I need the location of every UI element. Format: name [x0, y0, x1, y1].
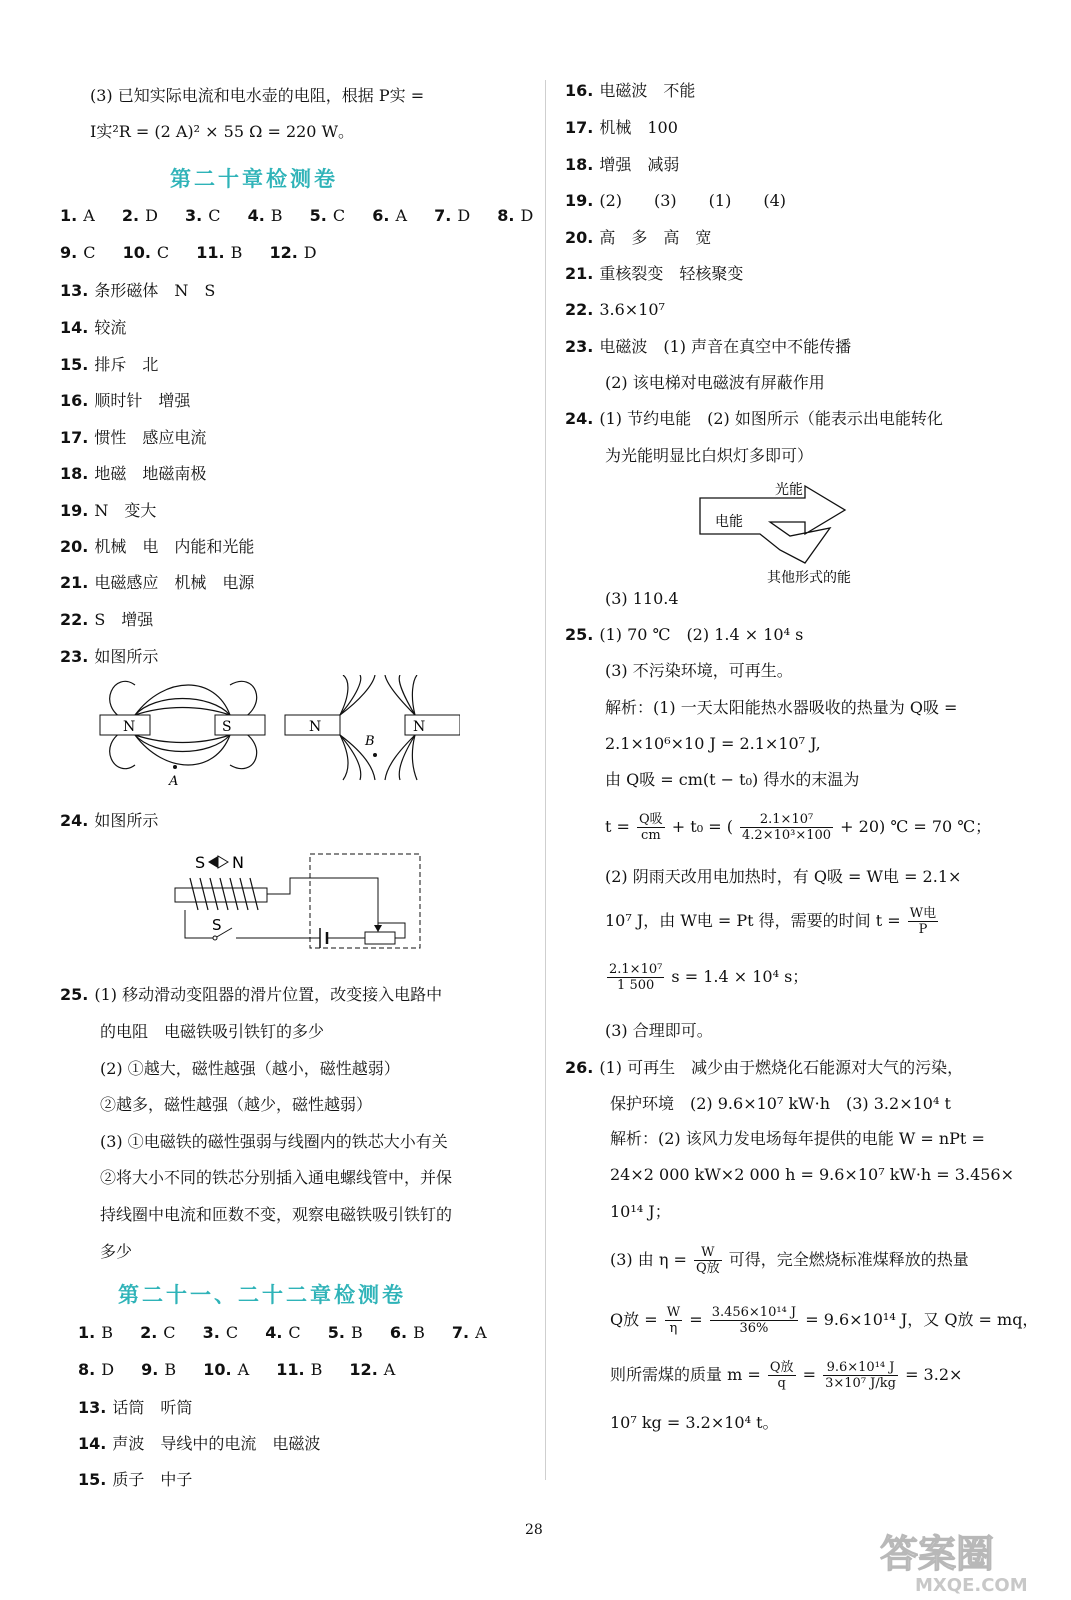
answer-item: 17. 机械 100	[565, 118, 678, 137]
q23-line-2: (2) 该电梯对电磁波有屏蔽作用	[605, 373, 825, 392]
answer-item: 15. 排斥 北	[60, 355, 159, 374]
answer-item: 21. 电磁感应 机械 电源	[60, 573, 255, 592]
compass-needle-left	[208, 856, 218, 868]
other-energy-label: 其他形式的能	[767, 570, 851, 586]
q25-line: (2) ①越大，磁性越强（越小，磁性越弱）	[100, 1059, 400, 1078]
answer-item-25: 25. (1) 移动滑动变阻器的滑片位置，改变接入电路中	[60, 985, 443, 1004]
answer-item: 15. 质子 中子	[78, 1470, 193, 1489]
answer-item: 16. 顺时针 增强	[60, 391, 191, 410]
point-b	[373, 753, 377, 757]
answer-item: 16. 电磁波 不能	[565, 81, 696, 100]
q25-line: 多少	[100, 1242, 133, 1261]
q26-formula-2: Q放 = $\frac{W}{\eta}$ = $\frac{\text{3.456×10¹⁴ J}}{36\%}$ = 9.6×10¹⁴ J，又 Q放 = mq，	[610, 1305, 1039, 1336]
intro-line-1: (3) 已知实际电流和电水壶的电阻，根据 P实 =	[90, 86, 425, 105]
compass-label-n: N	[232, 853, 244, 872]
answer-item: 13. 条形磁体 N S	[60, 281, 216, 300]
q24-line-2: 为光能明显比白炽灯多即可）	[605, 446, 814, 465]
compass-needle-right	[218, 856, 228, 868]
q25-line: 的电阻 电磁铁吸引铁钉的多少	[100, 1022, 325, 1041]
q25-formula-3: $\frac{\text{2.1×10⁷}}{1 500}$ s = 1.4 × 10⁴ s；	[609, 962, 809, 993]
q26-line-2: 保护环境 (2) 9.6×10⁷ kW·h (3) 3.2×10⁴ t	[610, 1094, 951, 1113]
answer-item: 18. 地磁 地磁南极	[60, 464, 207, 483]
answer-item: 23. 如图所示	[60, 647, 159, 666]
q25-line: 持线圈中电流和匝数不变，观察电磁铁吸引铁钉的	[100, 1205, 453, 1224]
answer-item: 23. 电磁波 (1) 声音在真空中不能传播	[565, 337, 852, 356]
q26-solution: 解析：(2) 该风力发电场每年提供的电能 W = nPt =	[610, 1129, 985, 1148]
answer-item-24: 24. (1) 节约电能 (2) 如图所示（能表示出电能转化	[565, 409, 943, 428]
q25-line: (3) ①电磁铁的磁性强弱与线圈内的铁芯大小有关	[100, 1132, 448, 1151]
electric-energy-label: 电能	[715, 514, 743, 530]
q25-solution: (2) 阴雨天改用电加热时，有 Q吸 = W电 = 2.1×	[605, 867, 962, 886]
answer-item: 24. 如图所示	[60, 811, 159, 830]
point-a	[173, 765, 177, 769]
q25-line: ②越多，磁性越强（越少，磁性越弱）	[100, 1095, 373, 1114]
watermark-logo	[875, 1525, 1060, 1595]
q26-formula-1: (3) 由 η = $\frac{W}{\text{Q放}}$ 可得，完全燃烧标准煤释放的热量	[610, 1245, 969, 1276]
page-number: 28	[525, 1522, 543, 1538]
chapter-21-22-mc-row-1: 1. B 2. C 3. C 4. C 5. B 6. B 7. A	[78, 1323, 487, 1342]
q25-formula-1: t = $\frac{\text{Q吸}}{cm}$ + t₀ = ( $\frac{\text{2.1×10⁷}}{\text{4.2×10³×100}}$ + 20) ℃ = 70 ℃；	[605, 812, 992, 843]
pole-label-n-right: N	[413, 719, 426, 735]
magnetic-field-figure	[95, 675, 460, 795]
answer-item: 20. 机械 电 内能和光能	[60, 537, 255, 556]
chapter-20-title: 第二十章检测卷	[170, 167, 338, 191]
light-energy-label: 光能	[775, 482, 803, 498]
point-a-label: A	[169, 774, 179, 789]
electromagnet-circuit-figure	[170, 848, 430, 953]
answer-item: 21. 重核裂变 轻核聚变	[565, 264, 744, 283]
chapter-21-22-title: 第二十一、二十二章检测卷	[118, 1283, 406, 1307]
q25-solution: 解析：(1) 一天太阳能热水器吸收的热量为 Q吸 =	[605, 698, 958, 717]
answer-item-25: 25. (1) 70 ℃ (2) 1.4 × 10⁴ s	[565, 625, 804, 644]
q25-line-2: (3) 不污染环境，可再生。	[605, 661, 793, 680]
chapter-20-mc-row-1: 1. A 2. D 3. C 4. B 5. C 6. A 7. D 8. D	[60, 206, 534, 225]
q24-line-3: (3) 110.4	[605, 589, 679, 608]
switch-label: S	[212, 916, 222, 934]
pole-label-s: S	[222, 719, 232, 735]
q25-formula-2: 10⁷ J，由 W电 = Pt 得，需要的时间 t = $\frac{\text{W电}}{P}$	[605, 906, 937, 937]
pole-label-n: N	[123, 719, 136, 735]
answer-item: 22. 3.6×10⁷	[565, 300, 665, 319]
answer-item: 19. N 变大	[60, 501, 157, 520]
q25-line: ②将大小不同的铁芯分别插入通电螺线管中，并保	[100, 1168, 453, 1187]
answer-item: 18. 增强 减弱	[565, 155, 680, 174]
answer-item: 13. 话筒 听筒	[78, 1398, 193, 1417]
q26-solution: 10¹⁴ J；	[610, 1202, 671, 1221]
rheostat	[365, 932, 395, 944]
answer-item: 22. S 增强	[60, 610, 154, 629]
point-b-label: B	[365, 734, 375, 749]
chapter-21-22-mc-row-2: 8. D 9. B 10. A 11. B 12. A	[78, 1360, 396, 1379]
answer-item: 20. 高 多 高 宽	[565, 228, 712, 247]
answer-item: 14. 声波 导线中的电流 电磁波	[78, 1434, 321, 1453]
pole-label-n-left: N	[309, 719, 322, 735]
watermark-url: MXQE.COM	[915, 1575, 1028, 1595]
q26-solution: 10⁷ kg = 3.2×10⁴ t。	[610, 1413, 779, 1432]
answer-item: 14. 较流	[60, 318, 127, 337]
answer-item: 19. (2) (3) (1) (4)	[565, 191, 787, 210]
watermark-text: 答案圈	[880, 1532, 995, 1576]
chapter-20-mc-row-2: 9. C 10. C 11. B 12. D	[60, 243, 317, 262]
q25-solution: (3) 合理即可。	[605, 1021, 713, 1040]
q25-solution: 2.1×10⁶×10 J = 2.1×10⁷ J,	[605, 734, 821, 753]
answer-item-26: 26. (1) 可再生 减少由于燃烧化石能源对大气的污染，	[565, 1058, 964, 1077]
q25-solution: 由 Q吸 = cm(t − t₀) 得水的末温为	[605, 770, 860, 789]
compass-label-s: S	[195, 853, 206, 872]
q26-formula-3: 则所需煤的质量 m = $\frac{\text{Q放}}{q}$ = $\frac{\text{9.6×10¹⁴ J}}{\text{3×10⁷ J/kg}}$ = 3.2×	[610, 1360, 963, 1391]
intro-line-2: I实²R = (2 A)² × 55 Ω = 220 W。	[90, 122, 355, 141]
answer-item: 17. 惯性 感应电流	[60, 428, 207, 447]
energy-conversion-diagram	[695, 478, 865, 588]
q26-solution: 24×2 000 kW×2 000 h = 9.6×10⁷ kW·h = 3.456×	[610, 1165, 1015, 1184]
column-divider	[545, 80, 546, 1480]
